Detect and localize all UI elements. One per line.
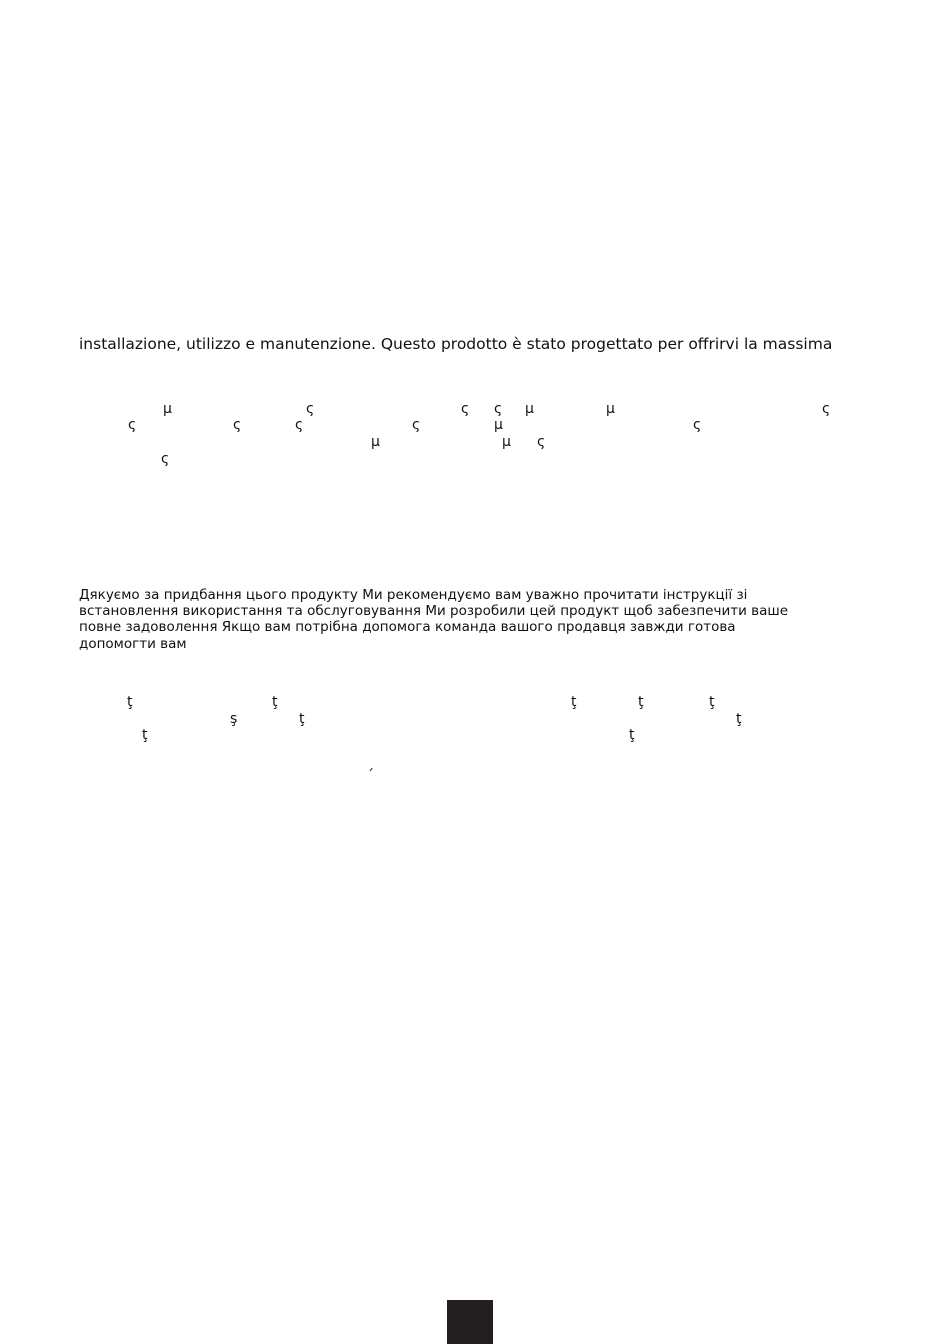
- romanian-glyph: ţ: [142, 727, 148, 743]
- romanian-glyph: ´: [367, 768, 374, 784]
- greek-glyph: ς: [537, 434, 546, 450]
- greek-glyph: ς: [693, 417, 702, 433]
- ukrainian-line: повне задоволення Якщо вам потрібна допомога команда вашого продавця завжди готова: [79, 619, 736, 636]
- ukrainian-line: Дякуємо за придбання цього продукту Ми рекомендуємо вам уважно прочитати інструкції зі: [79, 587, 748, 603]
- ukrainian-line: встановлення використання та обслуговування Ми розробили цей продукт щоб забезпечити ваше: [79, 603, 789, 620]
- greek-glyph: μ: [163, 401, 172, 417]
- romanian-glyph: ţ: [127, 694, 133, 710]
- greek-glyph: ς: [494, 401, 503, 417]
- greek-glyph: ς: [161, 451, 170, 467]
- romanian-glyph: ţ: [709, 694, 715, 710]
- romanian-glyph: ş: [230, 711, 238, 727]
- greek-glyph: ς: [822, 401, 831, 417]
- romanian-glyph: ţ: [272, 694, 278, 710]
- greek-glyph: μ: [525, 401, 534, 417]
- greek-glyph: ς: [295, 417, 304, 433]
- romanian-glyph: ţ: [736, 711, 742, 727]
- romanian-glyph: ţ: [638, 694, 644, 710]
- greek-glyph: ς: [412, 417, 421, 433]
- ukrainian-paragraph: [79, 587, 859, 652]
- greek-glyph: μ: [606, 401, 615, 417]
- greek-glyph: μ: [502, 434, 511, 450]
- ukrainian-line: допомогти вам: [79, 635, 187, 652]
- greek-glyph: μ: [371, 434, 380, 450]
- page-number-tab: [447, 1300, 493, 1344]
- romanian-glyph: ţ: [629, 727, 635, 743]
- romanian-glyph: ţ: [571, 694, 577, 710]
- greek-glyph: ς: [233, 417, 242, 433]
- greek-glyph: ς: [306, 401, 315, 417]
- greek-glyph: μ: [494, 417, 503, 433]
- italian-text-line: installazione, utilizzo e manutenzione. Questo prodotto è stato progettato per offrirvi la massima: [79, 335, 833, 353]
- greek-glyph: ς: [128, 417, 137, 433]
- romanian-glyph: ţ: [299, 711, 305, 727]
- greek-glyph: ς: [461, 401, 470, 417]
